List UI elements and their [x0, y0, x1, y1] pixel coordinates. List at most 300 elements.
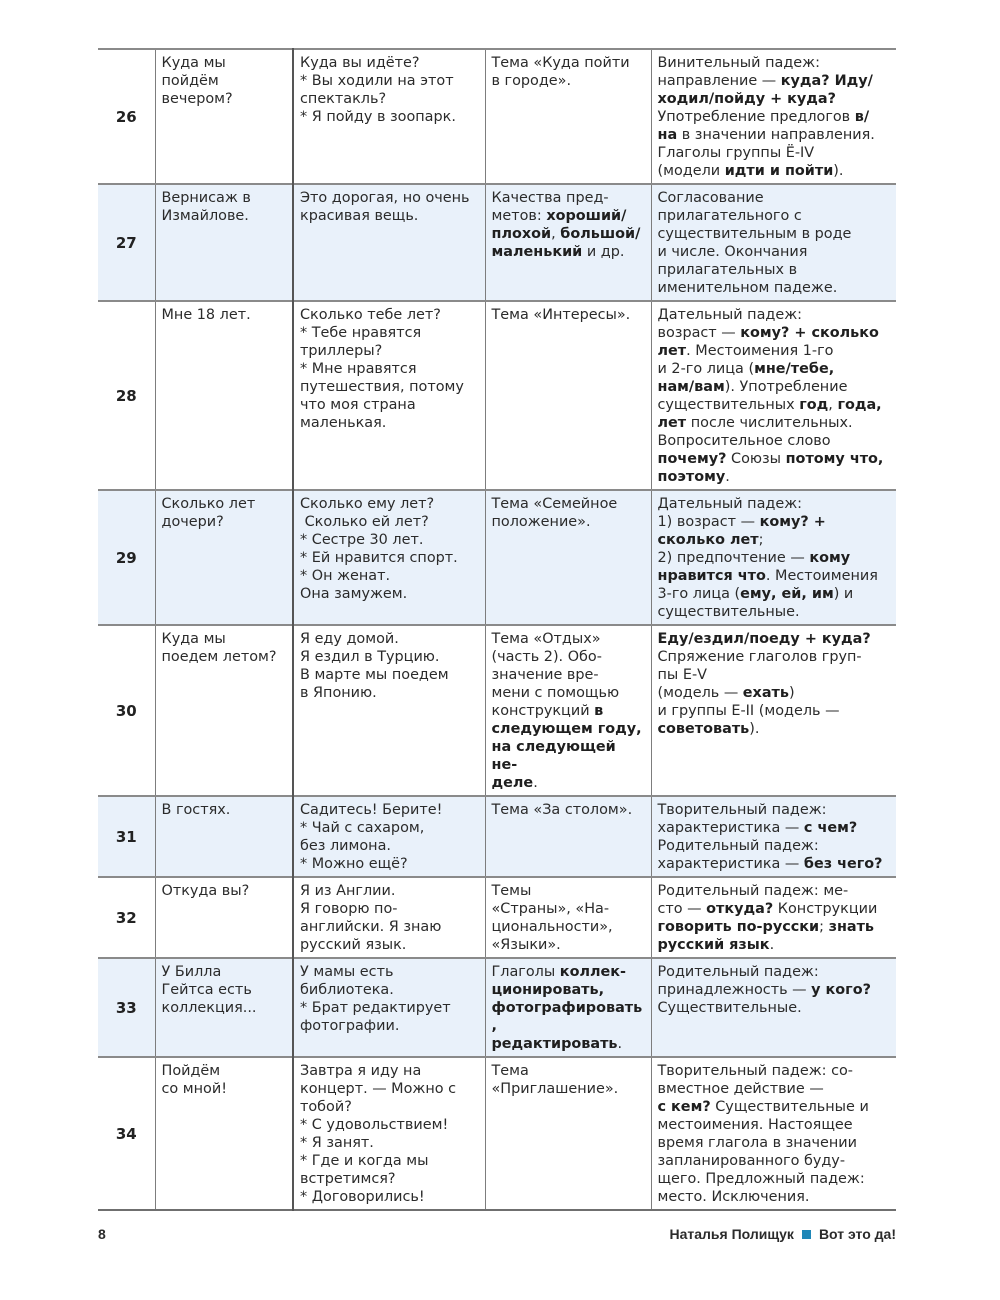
text-segment: место. Исключения. — [657, 1189, 810, 1205]
lesson-number-cell — [98, 625, 155, 796]
lesson-number: 29 — [115, 549, 137, 567]
text-segment: конструкций — [491, 703, 595, 719]
text-line: * Мне нравятся — [300, 361, 417, 377]
grammar-cell — [651, 1057, 896, 1210]
text-line — [492, 882, 646, 900]
text-line — [658, 684, 892, 702]
text-line: Куда мы — [161, 55, 226, 71]
topic-cell — [485, 184, 651, 301]
lesson-number: 30 — [115, 702, 137, 720]
lesson-number-cell — [98, 184, 155, 301]
text-line: фотографии. — [300, 1018, 400, 1034]
text-segment: существительным в роде — [657, 226, 852, 242]
text-segment: в городе». — [491, 73, 572, 89]
bold-term: большой/ — [560, 226, 641, 242]
text-line — [658, 918, 892, 936]
text-segment: , — [828, 397, 838, 413]
text-segment: . — [725, 469, 730, 485]
text-line — [658, 189, 892, 207]
bold-term: русский язык — [657, 937, 770, 953]
bold-term: год — [799, 397, 829, 413]
dialog-cell — [293, 958, 485, 1057]
text-line: * Ей нравится спорт. — [300, 550, 458, 566]
text-line — [658, 630, 892, 648]
text-segment: щего. Предложный падеж: — [657, 1171, 865, 1187]
text-line — [658, 567, 892, 585]
bold-term: кому? + — [759, 514, 826, 530]
text-line — [658, 513, 892, 531]
bold-term: сколько лет — [657, 532, 759, 548]
text-line — [492, 963, 646, 981]
text-segment: Тема «Интересы». — [491, 307, 631, 323]
text-line: пойдём — [161, 73, 219, 89]
text-line — [658, 126, 892, 144]
dialog-cell — [293, 49, 485, 184]
grammar-cell — [651, 625, 896, 796]
text-line — [492, 801, 646, 819]
grammar-cell — [651, 490, 896, 625]
text-segment: возраст — — [657, 325, 741, 341]
text-segment: Качества пред- — [491, 190, 609, 206]
bold-term: на — [657, 127, 678, 143]
bold-term: идти и пойти — [724, 163, 834, 179]
dialog-cell — [293, 184, 485, 301]
text-line: путешествия, потому — [300, 379, 464, 395]
text-segment: . Местоимения 1-го — [686, 343, 834, 359]
dialog-cell — [293, 877, 485, 958]
bold-term: на следующей не- — [491, 739, 621, 773]
text-line — [492, 981, 646, 999]
text-line — [658, 666, 892, 684]
text-segment: 1) возраст — — [657, 514, 760, 530]
text-line — [658, 243, 892, 261]
bold-term: ему, ей, им — [740, 586, 834, 602]
text-segment: Темы — [491, 883, 532, 899]
text-segment: 3-го лица ( — [657, 586, 741, 602]
text-line: библиотека. — [300, 982, 394, 998]
bold-term: деле — [491, 775, 534, 791]
text-line — [658, 531, 892, 549]
text-line — [492, 900, 646, 918]
bold-term: потому что, — [785, 451, 884, 467]
text-line — [658, 1098, 892, 1116]
text-line — [658, 900, 892, 918]
text-segment: Дательный падеж: — [657, 307, 803, 323]
bold-term: лет — [657, 343, 687, 359]
text-segment: местоимения. Настоящее — [657, 1117, 853, 1133]
lesson-number-cell — [98, 958, 155, 1057]
text-line: * Можно ещё? — [300, 856, 408, 872]
text-line — [658, 261, 892, 279]
text-line: * Тебе нравятся — [300, 325, 422, 341]
text-line: красивая вещь. — [300, 208, 419, 224]
text-line: Я ездил в Турцию. — [300, 649, 440, 665]
text-segment: ) и — [833, 586, 854, 602]
text-segment: вместное действие — — [657, 1081, 824, 1097]
text-line: Гейтса есть — [161, 982, 252, 998]
text-line — [658, 1170, 892, 1188]
bold-term: кому — [809, 550, 851, 566]
bold-term: у кого? — [811, 982, 871, 998]
text-segment: ). — [833, 163, 844, 179]
lesson-number: 28 — [115, 387, 137, 405]
text-line — [658, 855, 892, 873]
text-line — [658, 981, 892, 999]
text-line: * Чай с сахаром, — [300, 820, 425, 836]
text-segment: (модель — — [657, 685, 743, 701]
text-line — [658, 432, 892, 450]
text-segment: ; — [819, 919, 829, 935]
text-line — [658, 963, 892, 981]
text-line — [492, 702, 646, 720]
text-line: * С удовольствием! — [300, 1117, 449, 1133]
text-line — [658, 108, 892, 126]
text-line — [658, 585, 892, 603]
text-line: в Японию. — [300, 685, 377, 701]
text-segment: Употребление предлогов — [657, 109, 855, 125]
text-line — [658, 360, 892, 378]
lesson-number-cell — [98, 49, 155, 184]
author-name: Наталья Полищук — [669, 1226, 794, 1242]
text-line — [658, 162, 892, 180]
text-segment: и группы Е-II (модель — — [657, 703, 840, 719]
bold-term: в/ — [854, 109, 870, 125]
text-line: Завтра я иду на — [300, 1063, 422, 1079]
text-line — [658, 279, 892, 297]
text-line: вечером? — [161, 91, 233, 107]
bold-term: с чем? — [803, 820, 858, 836]
table-row — [98, 796, 896, 877]
text-line — [492, 72, 646, 90]
text-line — [492, 936, 646, 954]
grammar-cell — [651, 958, 896, 1057]
table-row — [98, 877, 896, 958]
text-line — [658, 1080, 892, 1098]
text-line — [492, 1035, 646, 1053]
lesson-number: 32 — [115, 909, 137, 927]
bold-term: откуда? — [706, 901, 774, 917]
text-line: Она замужем. — [300, 586, 408, 602]
page-footer — [98, 1226, 896, 1246]
page-number: 8 — [98, 1226, 106, 1242]
text-line: концерт. — Можно с — [300, 1081, 457, 1097]
text-segment: в значении направления. — [677, 127, 875, 143]
text-segment: существительные. — [657, 604, 800, 620]
text-line — [658, 414, 892, 432]
text-line: дочери? — [161, 514, 224, 530]
bold-term: мне/тебе, — [754, 361, 835, 377]
text-line — [658, 837, 892, 855]
bold-term: поэтому — [657, 469, 726, 485]
book-title: Вот это да! — [818, 1226, 896, 1242]
text-segment: Родительный падеж: — [657, 838, 819, 854]
text-line: Мне 18 лет. — [161, 307, 251, 323]
grammar-cell — [651, 49, 896, 184]
text-line — [492, 1062, 646, 1080]
grammar-cell — [651, 184, 896, 301]
square-bullet-icon — [802, 1230, 811, 1239]
text-segment: ; — [758, 532, 764, 548]
text-segment: Согласование — [657, 190, 764, 206]
text-segment: 2) предпочтение — — [657, 550, 810, 566]
table-row — [98, 625, 896, 796]
text-line — [658, 648, 892, 666]
text-segment: Тема «Семейное — [491, 496, 618, 512]
text-segment: Вопросительное слово — [657, 433, 831, 449]
text-segment: «Языки». — [491, 937, 561, 953]
lesson-number: 34 — [115, 1125, 137, 1143]
text-line — [492, 648, 646, 666]
text-line: Пойдём — [161, 1063, 221, 1079]
text-line: * Брат редактирует — [300, 1000, 451, 1016]
text-segment: существительных — [657, 397, 800, 413]
table-row — [98, 301, 896, 490]
table-body — [98, 49, 896, 1210]
text-segment: Тема «Куда пойти — [491, 55, 630, 71]
text-segment: Существительные и — [710, 1099, 869, 1115]
text-segment: Конструкции — [773, 901, 878, 917]
text-line — [658, 495, 892, 513]
text-line — [658, 819, 892, 837]
bold-term: лет — [657, 415, 687, 431]
text-line — [492, 684, 646, 702]
text-segment: . Местоимения — [765, 568, 878, 584]
text-line — [658, 882, 892, 900]
text-line — [658, 1152, 892, 1170]
bold-term: советовать — [657, 721, 750, 737]
text-line: Сколько ему лет? — [300, 496, 435, 512]
lesson-title-cell — [155, 877, 293, 958]
bold-term: нравится что — [657, 568, 766, 584]
text-line: Я из Англии. — [300, 883, 396, 899]
text-line: русский язык. — [300, 937, 407, 953]
text-line: маленькая. — [300, 415, 387, 431]
text-line — [492, 1080, 646, 1098]
text-segment: после числительных. — [686, 415, 853, 431]
text-segment: Родительный падеж: ме- — [657, 883, 849, 899]
text-line: спектакль? — [300, 91, 387, 107]
text-line — [658, 999, 892, 1017]
text-line: Вернисаж в — [161, 190, 251, 206]
text-segment: «Приглашение». — [491, 1081, 619, 1097]
text-line — [492, 243, 646, 261]
text-line — [492, 207, 646, 225]
text-line — [492, 513, 646, 531]
text-segment: Родительный падеж: — [657, 964, 819, 980]
text-line — [658, 396, 892, 414]
bold-term: фотографировать, — [491, 1000, 643, 1034]
bold-term: почему? — [657, 451, 727, 467]
text-line: У Билла — [161, 964, 222, 980]
text-line — [658, 1134, 892, 1152]
text-line — [658, 324, 892, 342]
bold-term: в — [594, 703, 604, 719]
text-line: * Он женат. — [300, 568, 391, 584]
grammar-cell — [651, 877, 896, 958]
text-segment: прилагательных в — [657, 262, 798, 278]
text-line: * Я пойду в зоопарк. — [300, 109, 456, 125]
text-segment: Творительный падеж: со- — [657, 1063, 854, 1079]
bold-term: хороший/ — [546, 208, 627, 224]
lesson-number-cell — [98, 301, 155, 490]
text-segment: Винительный падеж: — [657, 55, 820, 71]
lesson-number-cell — [98, 877, 155, 958]
bold-term: без чего? — [803, 856, 883, 872]
bold-term: ционировать, — [491, 982, 605, 998]
text-line — [658, 450, 892, 468]
lesson-title-cell — [155, 1057, 293, 1210]
text-segment: Тема «За столом». — [491, 802, 633, 818]
text-line — [492, 225, 646, 243]
text-segment: характеристика — — [657, 856, 804, 872]
topic-cell — [485, 1057, 651, 1210]
topic-cell — [485, 49, 651, 184]
text-line — [658, 468, 892, 486]
bold-term: говорить по-русски — [657, 919, 820, 935]
text-line — [658, 801, 892, 819]
text-line: Садитесь! Берите! — [300, 802, 443, 818]
text-line — [658, 549, 892, 567]
text-segment: Тема — [491, 1063, 529, 1079]
text-line: без лимона. — [300, 838, 391, 854]
text-line: поедем летом? — [161, 649, 277, 665]
table-row — [98, 184, 896, 301]
text-segment: (модели — [657, 163, 725, 179]
topic-cell — [485, 490, 651, 625]
lesson-title-cell — [155, 958, 293, 1057]
text-line: тобой? — [300, 1099, 352, 1115]
text-line: английски. Я знаю — [300, 919, 442, 935]
text-line — [658, 342, 892, 360]
text-line: что моя страна — [300, 397, 416, 413]
lesson-number-cell — [98, 490, 155, 625]
text-line: В гостях. — [161, 802, 231, 818]
bold-term: редактировать — [491, 1036, 618, 1052]
topic-cell — [485, 301, 651, 490]
text-segment: и числе. Окончания — [657, 244, 808, 260]
text-segment: . — [617, 1036, 623, 1052]
text-line: Сколько тебе лет? — [300, 307, 441, 323]
text-line: У мамы есть — [300, 964, 394, 980]
lesson-number: 33 — [115, 999, 137, 1017]
text-line — [658, 144, 892, 162]
bold-term: ехать — [742, 685, 789, 701]
topic-cell — [485, 877, 651, 958]
table-row — [98, 49, 896, 184]
bold-term: Еду/ездил/поеду + куда? — [657, 631, 871, 647]
text-segment: Творительный падеж: — [657, 802, 827, 818]
text-line — [658, 603, 892, 621]
text-segment: и др. — [582, 244, 625, 260]
dialog-cell — [293, 301, 485, 490]
text-line: Я говорю по- — [300, 901, 398, 917]
text-line: * Я занят. — [300, 1135, 374, 1151]
text-line: * Сестре 30 лет. — [300, 532, 424, 548]
lesson-title-cell — [155, 625, 293, 796]
text-line: триллеры? — [300, 343, 383, 359]
text-line — [658, 1116, 892, 1134]
bold-term: года, — [837, 397, 882, 413]
text-segment: пы Е-V — [657, 667, 707, 683]
topic-cell — [485, 796, 651, 877]
text-line — [658, 720, 892, 738]
bold-term: кому? + сколько — [740, 325, 879, 341]
text-segment: . — [533, 775, 538, 791]
text-line: Куда вы идёте? — [300, 55, 420, 71]
lesson-title-cell — [155, 490, 293, 625]
text-line: Сколько ей лет? — [300, 514, 429, 530]
text-line — [658, 90, 892, 108]
text-line — [658, 936, 892, 954]
lesson-title-cell — [155, 49, 293, 184]
text-segment: Спряжение глаголов груп- — [657, 649, 862, 665]
lesson-number-cell — [98, 1057, 155, 1210]
text-segment: время глагола в значении — [657, 1135, 857, 1151]
text-segment: Глаголы — [491, 964, 560, 980]
text-segment: циональности», — [491, 919, 613, 935]
text-line — [492, 54, 646, 72]
text-line — [492, 666, 646, 684]
text-line: Я еду домой. — [300, 631, 399, 647]
text-segment: . — [769, 937, 775, 953]
table-row — [98, 958, 896, 1057]
text-line: * Вы ходили на этот — [300, 73, 454, 89]
text-line: Это дорогая, но очень — [300, 190, 470, 206]
text-line: * Где и когда мы — [300, 1153, 429, 1169]
lesson-title-cell — [155, 796, 293, 877]
text-segment: значение вре- — [491, 667, 599, 683]
lesson-title-cell — [155, 184, 293, 301]
text-segment: Тема «Отдых» — [491, 631, 601, 647]
lesson-number: 27 — [115, 234, 137, 252]
lesson-plan-table — [98, 48, 896, 1211]
text-segment: принадлежность — — [657, 982, 812, 998]
text-segment: запланированного буду- — [657, 1153, 846, 1169]
lesson-number-cell — [98, 796, 155, 877]
text-line — [658, 1188, 892, 1206]
text-segment: , — [551, 226, 561, 242]
lesson-number: 26 — [115, 108, 137, 126]
text-segment: прилагательного с — [657, 208, 802, 224]
text-segment: ) — [789, 685, 795, 701]
text-segment: Глаголы группы Ё-IV — [657, 145, 815, 161]
dialog-cell — [293, 1057, 485, 1210]
bold-term: плохой — [491, 226, 552, 242]
text-segment: сто — — [657, 901, 707, 917]
text-segment: ). — [749, 721, 760, 737]
text-segment: направление — — [657, 73, 781, 89]
text-line — [658, 54, 892, 72]
bold-term: знать — [828, 919, 875, 935]
text-line: * Договорились! — [300, 1189, 425, 1205]
text-segment: Дательный падеж: — [657, 496, 803, 512]
text-line — [658, 1062, 892, 1080]
text-line: Куда мы — [161, 631, 226, 647]
table-row — [98, 490, 896, 625]
dialog-cell — [293, 490, 485, 625]
text-line — [658, 306, 892, 324]
text-line: Сколько лет — [161, 496, 256, 512]
text-line — [492, 999, 646, 1035]
lesson-number: 31 — [115, 828, 137, 846]
text-line — [492, 495, 646, 513]
text-line — [492, 738, 646, 774]
table-row — [98, 1057, 896, 1210]
text-line — [658, 207, 892, 225]
topic-cell — [485, 958, 651, 1057]
text-line — [492, 306, 646, 324]
bold-term: ходил/пойду + куда? — [657, 91, 836, 107]
